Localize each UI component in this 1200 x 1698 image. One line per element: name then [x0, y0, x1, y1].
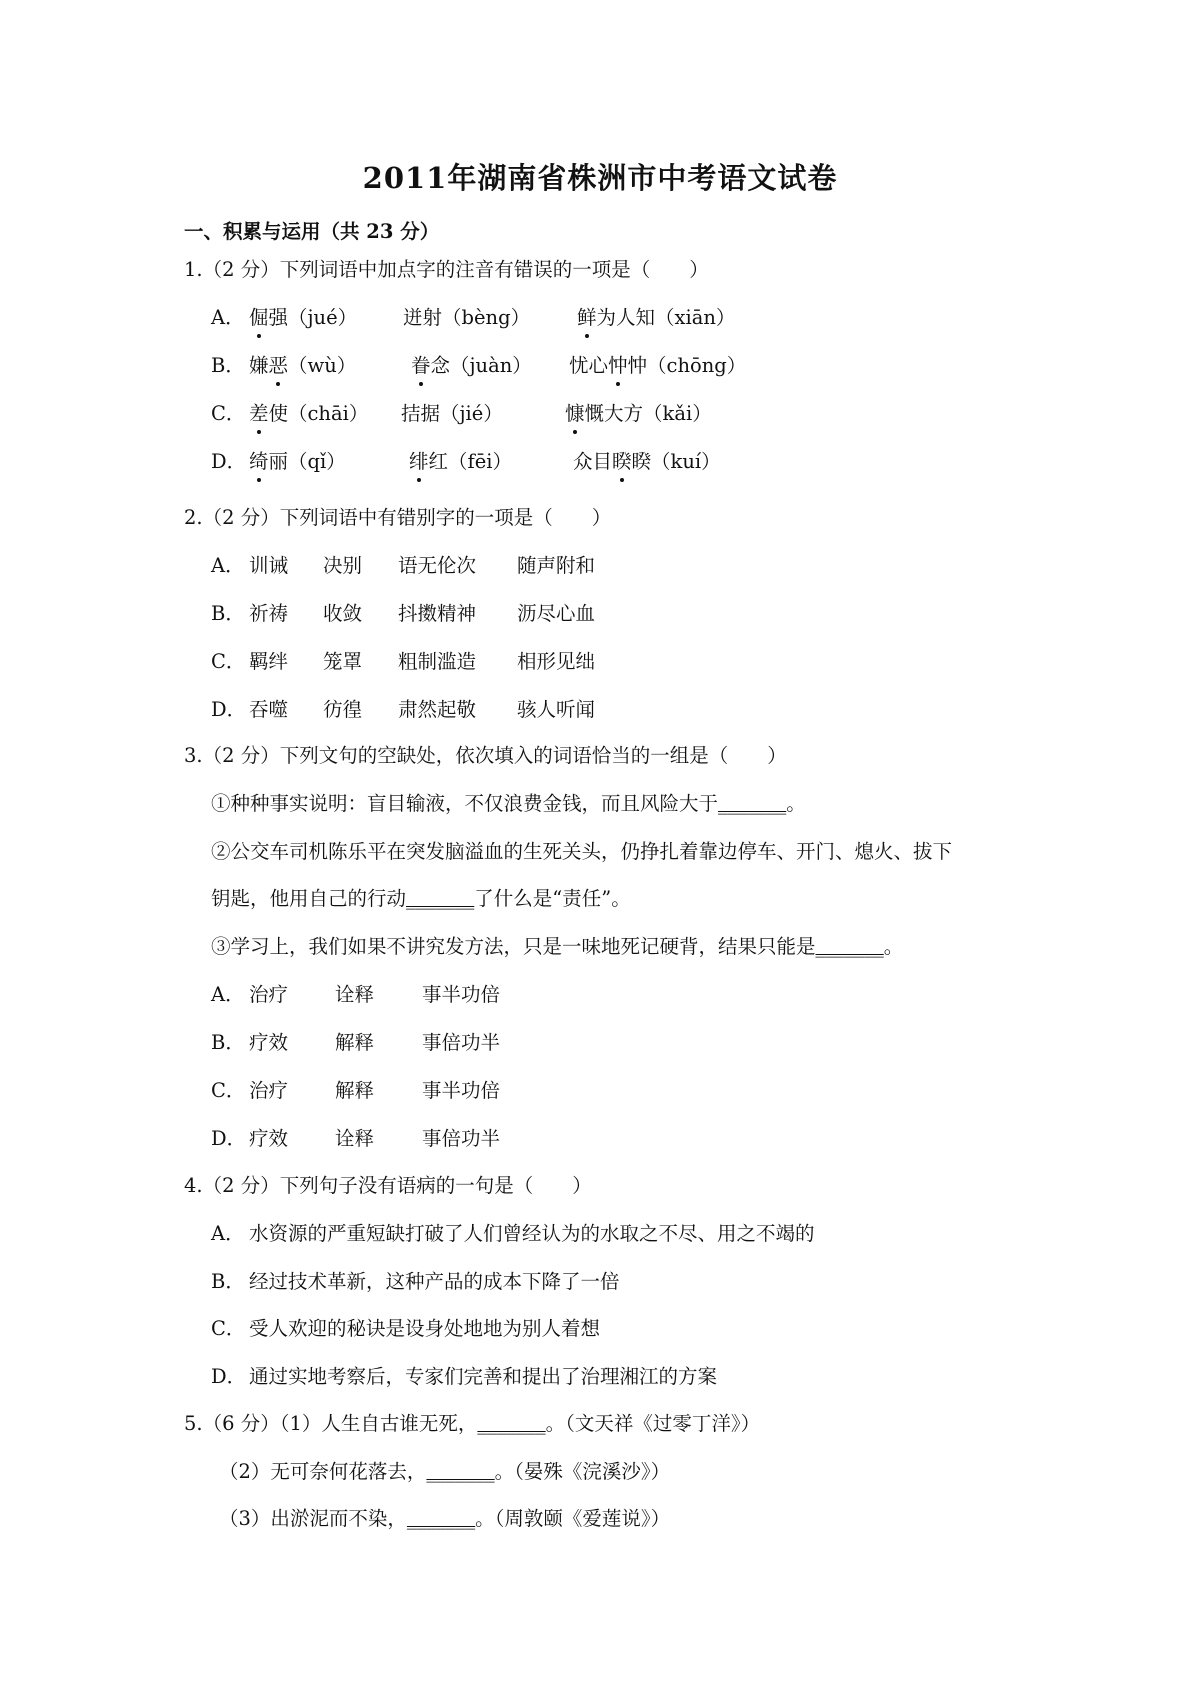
- option-word: 吞噬: [249, 698, 289, 721]
- option-item: 慷慨大方（kǎi）: [565, 400, 712, 428]
- option-word: 训诫: [249, 554, 289, 577]
- question-3-sentence-3: [211, 933, 903, 961]
- question-1-stem: 1.（2 分）下列词语中加点字的注音有错误的一项是（ ）: [184, 258, 709, 281]
- option-sentence: 水资源的严重短缺打破了人们曾经认为的水取之不尽、用之不竭的: [249, 1222, 815, 1245]
- option-word: 羁绊: [249, 650, 289, 673]
- line-source: 。（晏殊《浣溪沙》）: [494, 1460, 671, 1483]
- emphasis-dot-char: 绯: [409, 448, 429, 476]
- option-word: 祈祷: [249, 602, 289, 625]
- option-item: 嫌恶（wù）: [249, 352, 356, 380]
- option-label: D．: [211, 1127, 247, 1150]
- option-label: D．: [211, 1365, 247, 1388]
- option-word: 解释: [335, 1079, 375, 1102]
- line-text: 5.（6 分）（1）人生自古谁无死，: [184, 1412, 478, 1435]
- option-item: 拮据（jié）: [401, 402, 503, 425]
- question-4-stem: 4.（2 分）下列句子没有语病的一句是（ ）: [184, 1174, 592, 1197]
- option-word: 语无伦次: [398, 554, 477, 577]
- emphasis-dot-char: 鲜: [577, 304, 597, 332]
- option-item: 倔强（jué）: [249, 304, 357, 332]
- option-word: 治疗: [249, 983, 289, 1006]
- option-label: B．: [211, 602, 245, 625]
- fill-blank: _______: [406, 1507, 476, 1530]
- line-text: （2）无可奈何花落去，: [219, 1460, 427, 1483]
- option-word: 解释: [335, 1031, 375, 1054]
- emphasis-dot-char: 倔: [249, 304, 269, 332]
- option-word: 事倍功半: [422, 1127, 501, 1150]
- option-word: 决别: [323, 554, 363, 577]
- emphasis-dot-char: 睽: [612, 448, 632, 476]
- section-heading: 一、积累与运用（共 23 分）: [184, 220, 440, 243]
- question-2-stem: 2.（2 分）下列词语中有错别字的一项是（ ）: [184, 506, 612, 529]
- option-word: 彷徨: [323, 698, 363, 721]
- option-word: 肃然起敬: [398, 698, 477, 721]
- option-word: 抖擞精神: [398, 602, 477, 625]
- option-word: 治疗: [249, 1079, 289, 1102]
- option-label: D．: [211, 698, 247, 721]
- option-word: 诠释: [335, 983, 375, 1006]
- sentence-end: 了什么是“责任”。: [474, 887, 631, 910]
- fill-blank: _______: [477, 1412, 546, 1435]
- option-label: A．: [211, 983, 245, 1006]
- option-label: B．: [211, 354, 245, 377]
- question-3-sentence-2b: [211, 885, 631, 913]
- option-item: 绮丽（qǐ）: [249, 448, 346, 476]
- question-3-sentence-1: [211, 790, 806, 818]
- question-5-line-3: [219, 1505, 670, 1533]
- line-source: 。（周敦颐《爱莲说》）: [475, 1507, 671, 1530]
- emphasis-dot-char: 恶: [269, 352, 289, 380]
- option-label: A．: [211, 554, 245, 577]
- option-sentence: 通过实地考察后，专家们完善和提出了治理湘江的方案: [249, 1365, 718, 1388]
- option-item: 眷念（juàn）: [411, 352, 532, 380]
- option-item: 差使（chāi）: [249, 400, 368, 428]
- option-word: 疗效: [249, 1127, 289, 1150]
- sentence-end: 。: [786, 792, 806, 815]
- option-word: 粗制滥造: [398, 650, 477, 673]
- option-label: C．: [211, 650, 246, 673]
- option-item: 绯红（fēi）: [409, 448, 512, 476]
- sentence-text: 钥匙，他用自己的行动: [211, 887, 407, 910]
- fill-blank: _______: [815, 935, 884, 958]
- option-label: D．: [211, 450, 247, 473]
- question-3-stem: 3.（2 分）下列文句的空缺处，依次填入的词语恰当的一组是（ ）: [184, 744, 787, 767]
- option-item: 鲜为人知（xiān）: [577, 304, 735, 332]
- option-word: 笼罩: [323, 650, 363, 673]
- question-5-line-2: [219, 1458, 670, 1486]
- option-label: B．: [211, 1031, 245, 1054]
- option-word: 疗效: [249, 1031, 289, 1054]
- option-item: 众目睽睽（kuí）: [573, 448, 721, 476]
- option-word: 诠释: [335, 1127, 375, 1150]
- option-word: 骇人听闻: [517, 698, 596, 721]
- option-word: 沥尽心血: [517, 602, 596, 625]
- option-label: B．: [211, 1270, 245, 1293]
- option-word: 事半功倍: [422, 1079, 501, 1102]
- option-sentence: 受人欢迎的秘诀是设身处地地为别人着想: [249, 1317, 601, 1340]
- fill-blank: _______: [718, 792, 787, 815]
- option-label: C．: [211, 1317, 246, 1340]
- sentence-text: ③学习上，我们如果不讲究发方法，只是一味地死记硬背，结果只能是: [211, 935, 816, 958]
- line-text: （3）出淤泥而不染，: [219, 1507, 407, 1530]
- emphasis-dot-char: 忡: [608, 352, 628, 380]
- option-label: A．: [211, 306, 245, 329]
- emphasis-dot-char: 绮: [249, 448, 269, 476]
- line-source: 。（文天祥《过零丁洋》）: [545, 1412, 761, 1435]
- fill-blank: _______: [426, 1460, 495, 1483]
- emphasis-dot-char: 差: [249, 400, 269, 428]
- option-item: 忧心忡忡（chōng）: [569, 352, 746, 380]
- option-item: 迸射（bèng）: [403, 306, 531, 329]
- question-3-sentence-2a: ②公交车司机陈乐平在突发脑溢血的生死关头，仍挣扎着靠边停车、开门、熄火、拔下: [211, 840, 953, 863]
- page-title: 2011年湖南省株洲市中考语文试卷: [362, 161, 838, 195]
- option-word: 相形见绌: [517, 650, 596, 673]
- option-sentence: 经过技术革新，这种产品的成本下降了一倍: [249, 1270, 620, 1293]
- option-label: C．: [211, 402, 246, 425]
- emphasis-dot-char: 眷: [411, 352, 431, 380]
- option-word: 随声附和: [517, 554, 596, 577]
- option-word: 收敛: [323, 602, 363, 625]
- option-label: C．: [211, 1079, 246, 1102]
- option-word: 事半功倍: [422, 983, 501, 1006]
- fill-blank: _______: [406, 887, 475, 910]
- question-5-line-1: [184, 1410, 760, 1438]
- emphasis-dot-char: 慷: [565, 400, 585, 428]
- option-word: 事倍功半: [422, 1031, 501, 1054]
- sentence-text: ①种种事实说明：盲目输液，不仅浪费金钱，而且风险大于: [211, 792, 719, 815]
- option-label: A．: [211, 1222, 245, 1245]
- sentence-end: 。: [883, 935, 904, 958]
